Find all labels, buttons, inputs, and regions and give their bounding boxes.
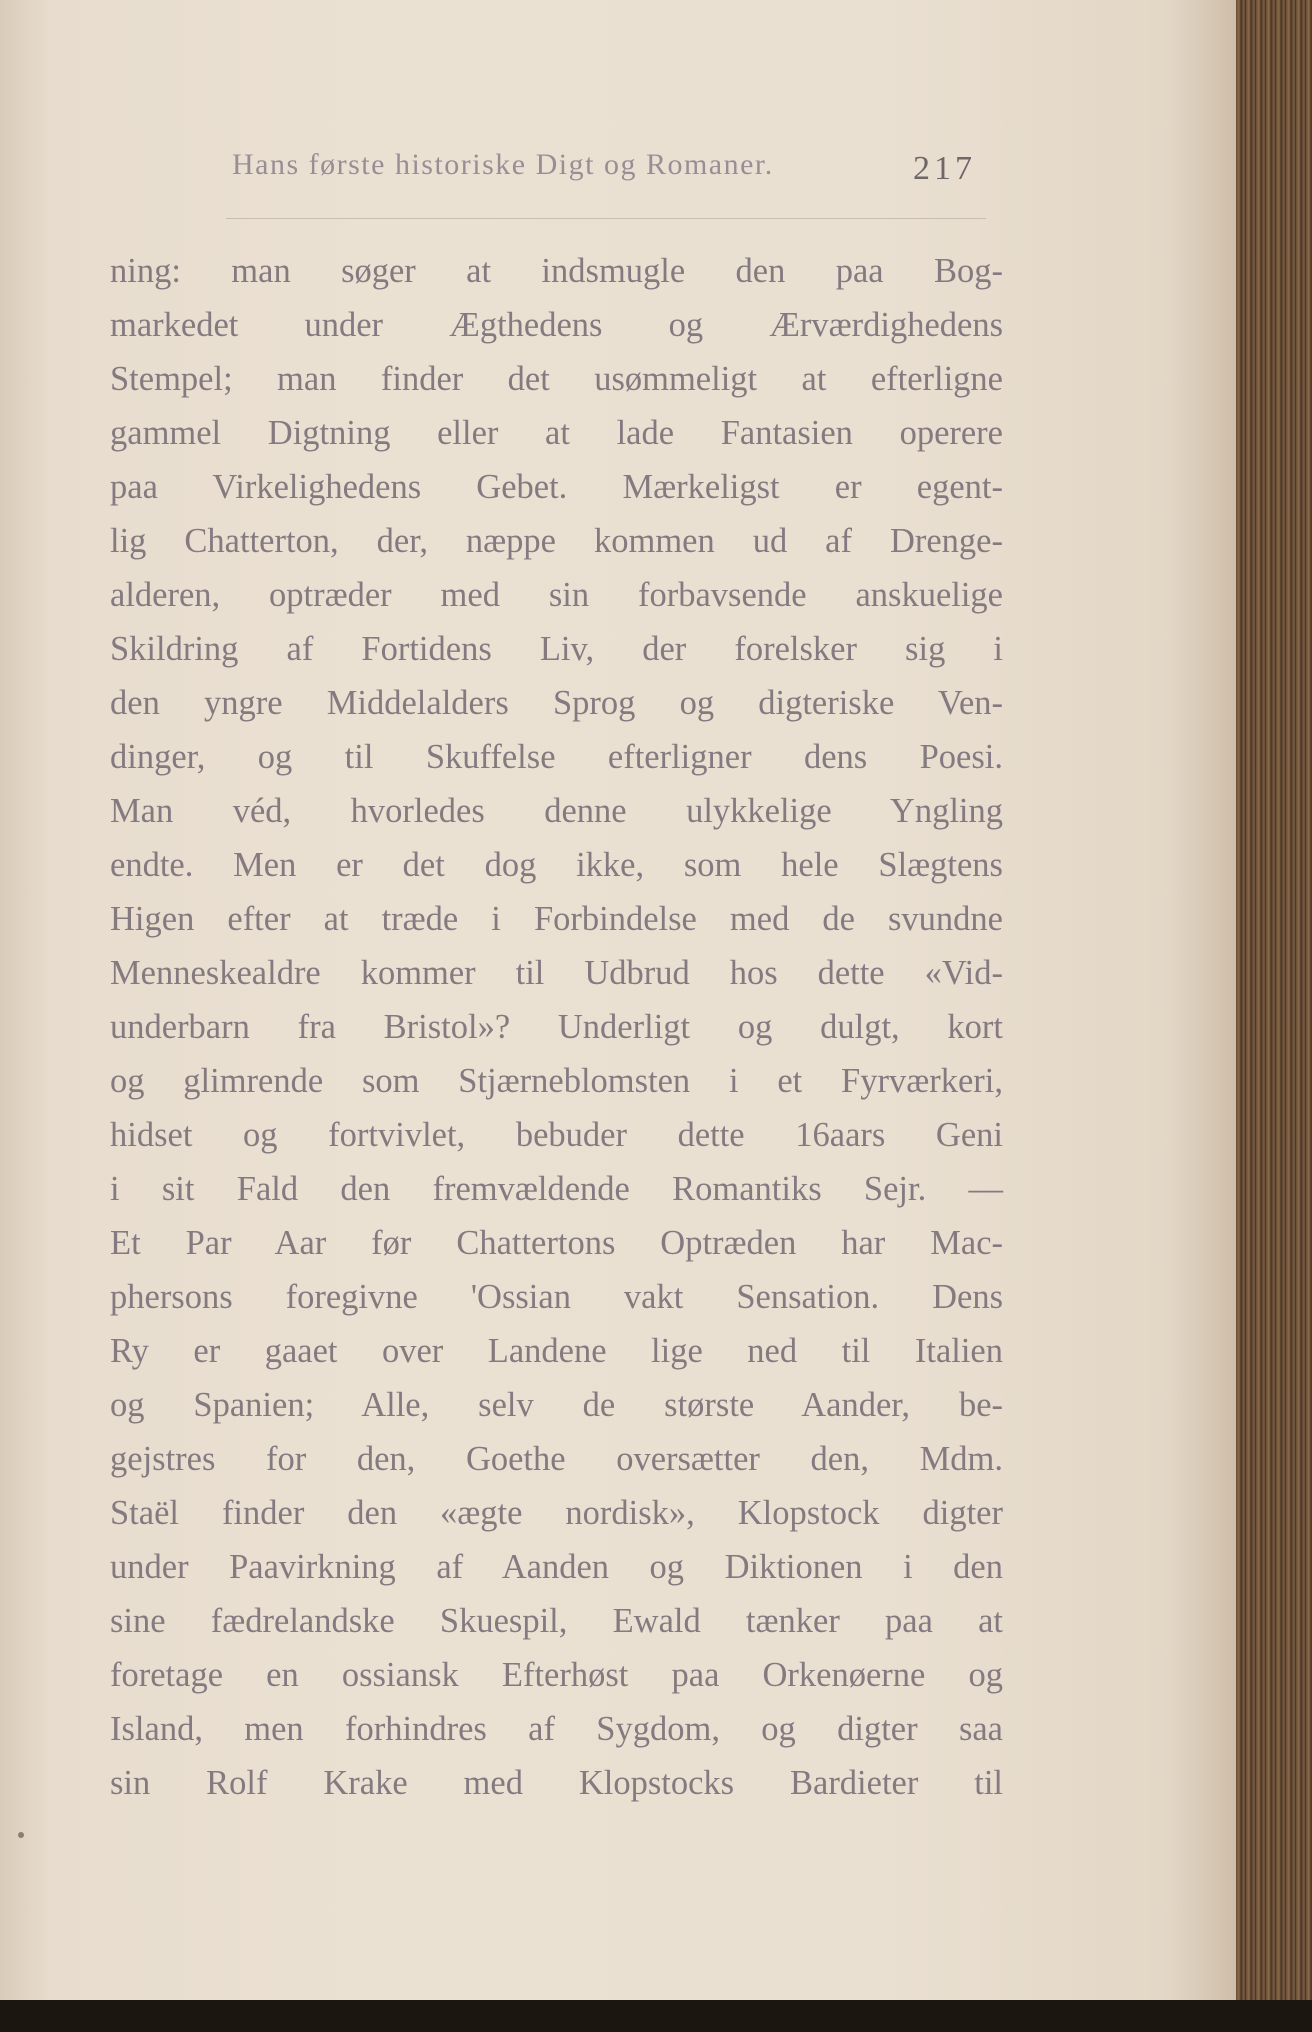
page-number: 217 bbox=[913, 150, 976, 187]
text-line: gammel Digtning eller at lade Fantasien operere bbox=[110, 414, 1003, 452]
text-line: Stempel; man finder det usømmeligt at efterligne bbox=[110, 360, 1003, 398]
text-line: foretage en ossiansk Efterhøst paa Orkenøerne og bbox=[110, 1656, 1003, 1694]
text-line: sine fædrelandske Skuespil, Ewald tænker paa at bbox=[110, 1602, 1003, 1640]
text-line: Ry er gaaet over Landene lige ned til Italien bbox=[110, 1332, 1003, 1370]
text-line: og glimrende som Stjærneblomsten i et Fyrværkeri, bbox=[110, 1062, 1003, 1100]
text-line: Island, men forhindres af Sygdom, og digter saa bbox=[110, 1710, 1003, 1748]
text-line: under Paavirkning af Aanden og Diktionen i den bbox=[110, 1548, 1003, 1586]
text-line: phersons foregivne 'Ossian vakt Sensation. Dens bbox=[110, 1278, 1003, 1316]
text-line: paa Virkelighedens Gebet. Mærkeligst er egent- bbox=[110, 468, 1003, 506]
text-line: markedet under Ægthedens og Ærværdighedens bbox=[110, 306, 1003, 344]
text-line: lig Chatterton, der, næppe kommen ud af Drenge- bbox=[110, 522, 1003, 560]
scan-bottom-edge bbox=[0, 2000, 1312, 2032]
text-line: Higen efter at træde i Forbindelse med de svundne bbox=[110, 900, 1003, 938]
paper-blemish bbox=[18, 1832, 24, 1838]
text-line: Et Par Aar før Chattertons Optræden har Mac- bbox=[110, 1224, 1003, 1262]
header-rule bbox=[226, 218, 986, 219]
running-title: Hans første historiske Digt og Romaner. bbox=[232, 148, 774, 181]
text-line: alderen, optræder med sin forbavsende anskuelige bbox=[110, 576, 1003, 614]
text-line: Man véd, hvorledes denne ulykkelige Yngling bbox=[110, 792, 1003, 830]
text-line: Staël finder den «ægte nordisk», Klopstock digter bbox=[110, 1494, 1003, 1532]
text-line: i sit Fald den fremvældende Romantiks Sejr. — bbox=[110, 1170, 1003, 1208]
body-text bbox=[110, 244, 1003, 1810]
text-line: gejstres for den, Goethe oversætter den, Mdm. bbox=[110, 1440, 1003, 1478]
text-line: hidset og fortvivlet, bebuder dette 16aars Geni bbox=[110, 1116, 1003, 1154]
text-line: og Spanien; Alle, selv de største Aander, be- bbox=[110, 1386, 1003, 1424]
page-edges bbox=[1236, 0, 1312, 2010]
text-line: underbarn fra Bristol»? Underligt og dulgt, kort bbox=[110, 1008, 1003, 1046]
text-line: ning: man søger at indsmugle den paa Bog- bbox=[110, 252, 1003, 290]
text-line: den yngre Middelalders Sprog og digteriske Ven- bbox=[110, 684, 1003, 722]
text-line: Skildring af Fortidens Liv, der forelsker sig i bbox=[110, 630, 1003, 668]
text-line: sin Rolf Krake med Klopstocks Bardieter til bbox=[110, 1764, 1003, 1802]
text-line: Menneskealdre kommer til Udbrud hos dette «Vid- bbox=[110, 954, 1003, 992]
text-line: endte. Men er det dog ikke, som hele Slægtens bbox=[110, 846, 1003, 884]
text-line: dinger, og til Skuffelse efterligner dens Poesi. bbox=[110, 738, 1003, 776]
